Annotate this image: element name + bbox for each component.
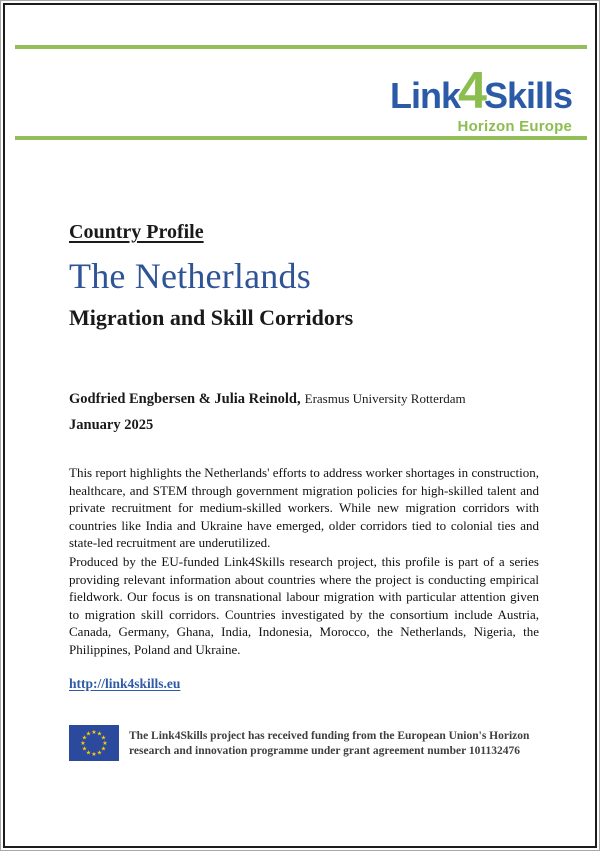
logo-part-link: Link [390, 75, 461, 116]
svg-text:★: ★ [100, 734, 107, 742]
byline [69, 390, 466, 408]
svg-text:★: ★ [96, 749, 103, 757]
svg-text:★: ★ [96, 730, 103, 738]
svg-text:★: ★ [91, 729, 97, 736]
logo-part-skills: Skills [483, 75, 572, 116]
svg-text:★: ★ [81, 745, 88, 753]
svg-text:★: ★ [102, 740, 108, 747]
funding-statement: The Link4Skills project has received funding from the European Union's Horizon research and innovation programme under grant agreement number 101132476 [129, 730, 530, 757]
page-subtitle: Migration and Skill Corridors [69, 305, 354, 330]
publication-date: January 2025 [69, 417, 154, 433]
page-title: The Netherlands [69, 256, 311, 296]
kicker-country-profile: Country Profile [69, 221, 204, 243]
logo-subtitle: Horizon Europe [457, 118, 572, 135]
project-website-link[interactable]: http://link4skills.eu [69, 676, 181, 691]
affiliation: Erasmus University Rotterdam [304, 391, 466, 406]
authors: Godfried Engbersen & Julia Reinold, [69, 391, 301, 407]
header-rule [15, 136, 587, 140]
svg-text:★: ★ [80, 740, 86, 747]
svg-text:★: ★ [85, 749, 92, 757]
abstract-paragraph-2: Produced by the EU-funded Link4Skills research project, this profile is part of a series providing relevant information about countries where the project is conducting empirical fieldwork. Our focus is on transnational labour migration with particular attention given to migration skill corridors. Countries investigated by the consortium include Austria, Canada, Germany, Ghana, India, Indonesia, Morocco, the Netherlands, Nigeria, the Philippines, Poland and Ukraine. [69, 554, 539, 657]
logo-part-4: 4 [458, 62, 486, 120]
top-rule [15, 45, 587, 49]
svg-text:★: ★ [81, 734, 88, 742]
funding-banner [69, 725, 549, 761]
link4skills-logo [390, 62, 572, 135]
svg-text:★: ★ [91, 751, 97, 758]
eu-flag-icon [69, 725, 119, 761]
logo-wordmark [390, 62, 572, 120]
svg-text:★: ★ [85, 730, 92, 738]
abstract-paragraph-1: This report highlights the Netherlands' efforts to address worker shortages in construction, healthcare, and STEM through government migration policies for high-skilled talent and private recruitment for medium-skilled workers. While new migration corridors with countries like India and Ukraine have emerged, older corridors tied to colonial ties and state-led recruitment are underutilized. [69, 465, 539, 551]
svg-text:★: ★ [100, 745, 107, 753]
